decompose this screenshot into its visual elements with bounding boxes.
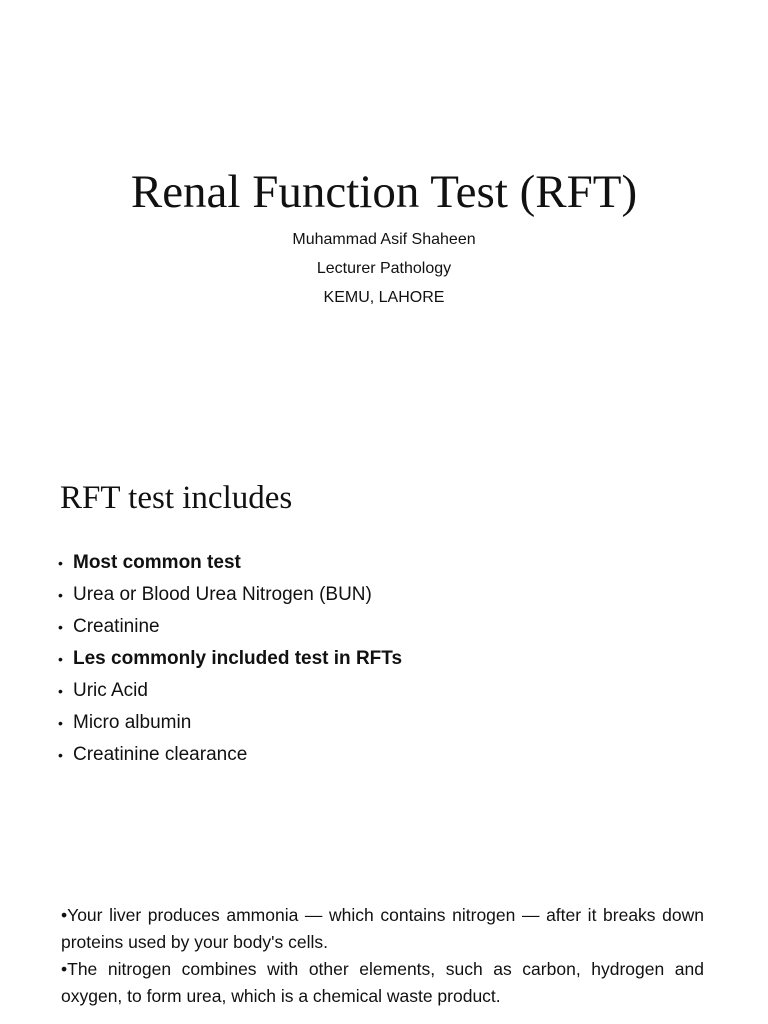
subtitle-block [0, 228, 768, 315]
list-item [58, 675, 402, 707]
list-item [58, 739, 402, 771]
list-slide [0, 420, 768, 860]
list-item [58, 707, 402, 739]
list-item-text: Les commonly included test in RFTs [73, 648, 403, 669]
list-item-text: Micro albumin [73, 712, 192, 733]
bullet-list [58, 547, 402, 771]
list-item-text: Uric Acid [73, 680, 148, 701]
bullet-icon: • [58, 747, 63, 763]
paragraph-slide [0, 860, 768, 1024]
author-institution: KEMU, LAHORE [323, 289, 445, 306]
bullet-icon: • [58, 651, 63, 667]
list-item-text: Urea or Blood Urea Nitrogen (BUN) [73, 584, 372, 605]
list-item-text: Most common test [73, 552, 241, 573]
author-position: Lecturer Pathology [316, 260, 452, 277]
paragraph: •The nitrogen combines with other elements, such as carbon, hydrogen and oxygen, to form urea, which is a chemical waste product. [61, 959, 704, 1006]
bullet-icon: • [58, 587, 63, 603]
bullet-icon: • [58, 619, 63, 635]
list-item [58, 579, 402, 611]
list-heading: RFT test includes [60, 480, 293, 516]
paragraph: •Your liver produces ammonia — which contains nitrogen — after it breaks down proteins used by your body's cells. [61, 905, 704, 952]
list-item [58, 643, 402, 675]
list-item [58, 611, 402, 643]
list-item [58, 547, 402, 579]
paragraph-block [61, 902, 704, 1010]
author-name: Muhammad Asif Shaheen [292, 231, 476, 248]
bullet-icon: • [58, 555, 63, 571]
list-item-text: Creatinine [73, 616, 160, 637]
bullet-icon: • [58, 683, 63, 699]
list-item-text: Creatinine clearance [73, 744, 248, 765]
slide-title: Renal Function Test (RFT) [130, 166, 638, 218]
title-slide [0, 0, 768, 420]
bullet-icon: • [58, 715, 63, 731]
